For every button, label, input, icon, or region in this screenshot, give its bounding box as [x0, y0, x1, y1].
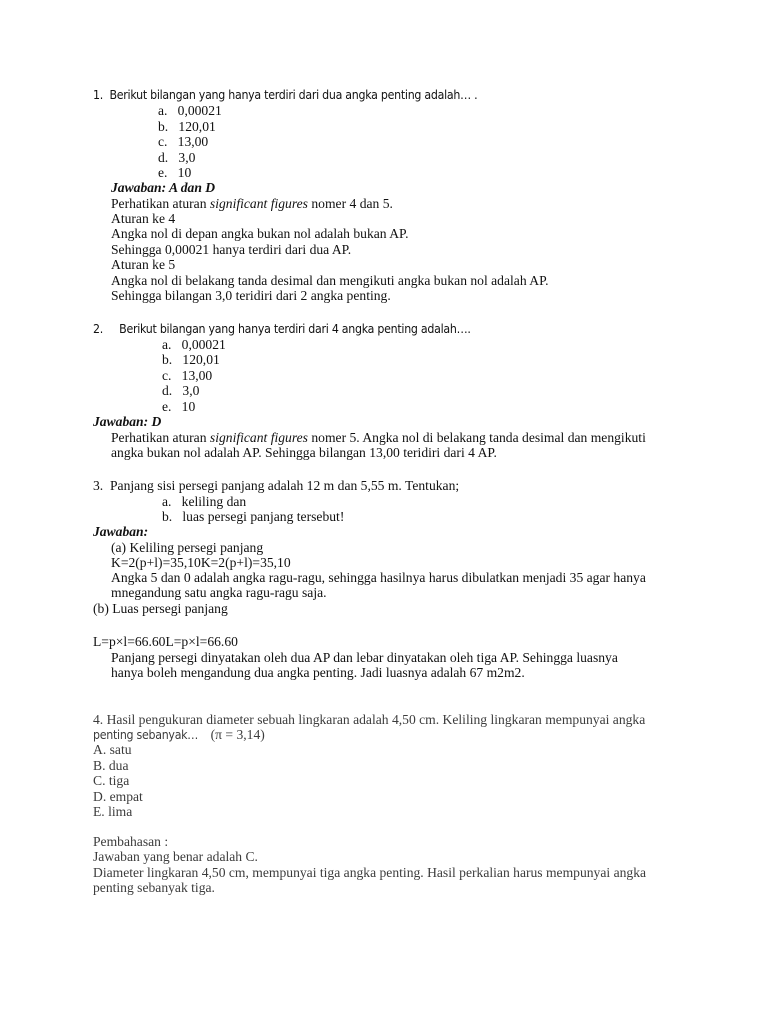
q4-option-e: E. lima	[93, 804, 133, 819]
q3-part-b-exp1: Panjang persegi dinyatakan oleh dua AP dan lebar dinyatakan oleh tiga AP. Sehingga luasnya	[111, 650, 618, 665]
q4-question-line2: penting sebanyak… (π = 3,14)	[93, 727, 265, 742]
q1-line-rule5: Aturan ke 5	[111, 257, 176, 272]
q1-option-d: d. 3,0	[158, 150, 196, 165]
q1-line-rule4-text: Angka nol di depan angka bukan nol adalah bukan AP.	[111, 226, 409, 241]
q1-answer: Jawaban: A dan D	[111, 180, 216, 195]
q3-option-a: a. keliling dan	[162, 494, 247, 509]
q3-answer: Jawaban:	[93, 524, 149, 539]
q1-line-rule4: Aturan ke 4	[111, 211, 176, 226]
q1-line-rule5-text: Angka nol di belakang tanda desimal dan mengikuti angka bukan nol adalah AP.	[111, 273, 549, 288]
q1-option-e: e. 10	[158, 165, 192, 180]
q3-option-b: b. luas persegi panjang tersebut!	[162, 509, 345, 524]
q2-question	[93, 322, 471, 338]
q3-question	[93, 478, 459, 494]
q1-option-a: a. 0,00021	[158, 103, 222, 118]
q4-option-d: D. empat	[93, 789, 143, 804]
q3-part-b-title: (b) Luas persegi panjang	[93, 601, 228, 616]
q3-part-a-title: (a) Keliling persegi panjang	[111, 540, 264, 555]
q1-number: 1.	[93, 88, 103, 102]
q2-option-d: d. 3,0	[162, 383, 200, 398]
q3-part-a-exp1: Angka 5 dan 0 adalah angka ragu-ragu, sehingga hasilnya harus dibulatkan menjadi 35 agar hanya	[111, 570, 646, 585]
q3-question-text: Panjang sisi persegi panjang adalah 12 m dan 5,55 m. Tentukan;	[110, 478, 460, 493]
q4-option-c: C. tiga	[93, 773, 130, 788]
q3-part-b-exp2: hanya boleh mengandung dua angka penting. Jadi luasnya adalah 67 m2m2.	[111, 665, 525, 680]
q2-option-a: a. 0,00021	[162, 337, 226, 352]
q1-line-rule4-result: Sehingga 0,00021 hanya terdiri dari dua AP.	[111, 242, 352, 257]
q4-explanation1: Diameter lingkaran 4,50 cm, mempunyai tiga angka penting. Hasil perkalian harus mempunyai angka	[93, 865, 647, 880]
q4-question-line1: 4. Hasil pengukuran diameter sebuah lingkaran adalah 4,50 cm. Keliling lingkaran mempunyai angka	[93, 712, 646, 727]
q4-option-b: B. dua	[93, 758, 129, 773]
q2-number: 2.	[93, 322, 103, 336]
q2-explanation: Perhatikan aturan significant figures nomer 5. Angka nol di belakang tanda desimal dan mengikuti	[111, 430, 646, 445]
q4-answer: Jawaban yang benar adalah C.	[93, 849, 258, 864]
q1-option-b: b. 120,01	[158, 119, 216, 134]
q3-part-a-exp2: mnegandung satu angka ragu-ragu saja.	[111, 585, 327, 600]
q1-line-rule5-result: Sehingga bilangan 3,0 teridiri dari 2 angka penting.	[111, 288, 391, 303]
q1-question-text: Berikut bilangan yang hanya terdiri dari dua angka penting adalah… .	[109, 88, 478, 102]
q3-part-a-formula: K=2(p+l)=35,10K=2(p+l)=35,10	[111, 555, 291, 570]
q4-explanation2: penting sebanyak tiga.	[93, 880, 215, 895]
q2-option-b: b. 120,01	[162, 352, 220, 367]
q3-part-b-formula: L=p×l=66.60L=p×l=66.60	[93, 634, 238, 649]
q2-option-e: e. 10	[162, 399, 196, 414]
q4-option-a: A. satu	[93, 742, 132, 757]
q1-explanation: Perhatikan aturan significant figures nomer 4 dan 5.	[111, 196, 393, 211]
q2-question-text: Berikut bilangan yang hanya terdiri dari 4 angka penting adalah….	[119, 322, 471, 336]
q3-number: 3.	[93, 478, 104, 493]
q4-pembahasan: Pembahasan :	[93, 834, 169, 849]
q1-option-c: c. 13,00	[158, 134, 209, 149]
q1-question	[93, 88, 477, 104]
q2-option-c: c. 13,00	[162, 368, 213, 383]
q2-answer: Jawaban: D	[93, 414, 162, 429]
q2-explanation-2: angka bukan nol adalah AP. Sehingga bilangan 13,00 teridiri dari 4 AP.	[111, 445, 497, 460]
